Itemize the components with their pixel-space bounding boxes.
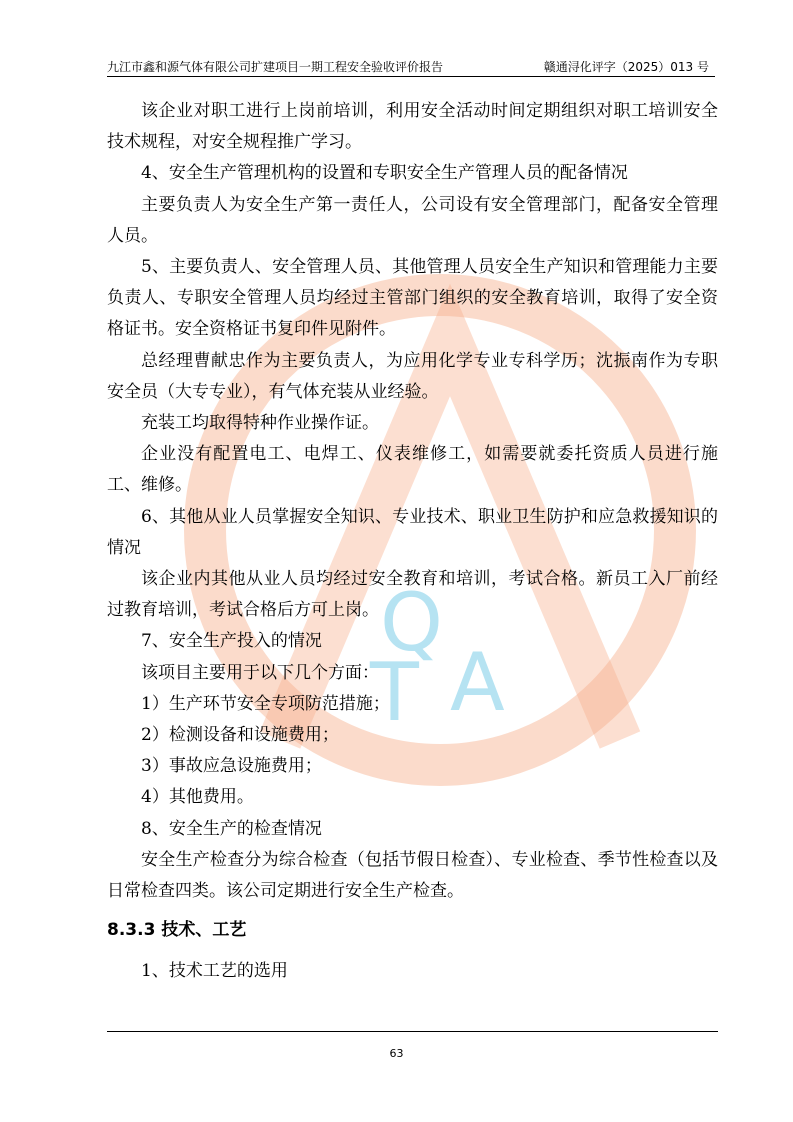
paragraph: 7、安全生产投入的情况	[141, 631, 322, 652]
paragraph: 该项目主要用于以下几个方面：	[141, 662, 379, 683]
paragraph: 充装工均取得特种作业操作证。	[141, 413, 379, 434]
paragraph: 总经理曹献忠作为主要负责人，为应用化学专业专科学历；沈振南作为专职安全员（大专专业），有气体充装从业经验。	[107, 350, 718, 402]
page-number: 63	[389, 1047, 404, 1060]
header-report-number: 赣通浔化评字（2025）013 号	[543, 60, 709, 74]
watermark-letter-t: T	[370, 646, 419, 739]
paragraph: 4、安全生产管理机构的设置和专职安全生产管理人员的配备情况	[141, 163, 628, 184]
footer-divider	[107, 1031, 718, 1032]
paragraph: 5、主要负责人、安全管理人员、其他管理人员安全生产知识和管理能力主要负责人、专职安全管理人员均经过主管部门组织的安全教育培训，取得了安全资格证书。安全资格证书复印件见附件。	[107, 257, 718, 340]
watermark-letter-a: A	[450, 636, 505, 729]
paragraph: 该企业内其他从业人员均经过安全教育和培训，考试合格。新员工入厂前经过教育培训，考试合格后方可上岗。	[107, 569, 718, 621]
header-report-title: 九江市鑫和源气体有限公司扩建项目一期工程安全验收评价报告	[107, 60, 444, 74]
paragraph: 主要负责人为安全生产第一责任人，公司设有安全管理部门，配备安全管理人员。	[107, 194, 718, 246]
document-body	[107, 96, 718, 987]
paragraph: 1、技术工艺的选用	[141, 961, 288, 982]
paragraph: 该企业对职工进行上岗前培训，利用安全活动时间定期组织对职工培训安全技术规程，对安全规程推广学习。	[107, 101, 718, 153]
paragraph: 6、其他从业人员掌握安全知识、专业技术、职业卫生防护和应急救援知识的情况	[107, 506, 718, 558]
paragraph: 8、安全生产的检查情况	[141, 818, 322, 839]
list-item: 1）生产环节安全专项防范措施；	[141, 693, 390, 714]
paragraph: 企业没有配置电工、电焊工、仪表维修工，如需要就委托资质人员进行施工、维修。	[107, 444, 718, 496]
watermark-letter-q: Q	[380, 576, 443, 669]
page-header	[107, 58, 715, 77]
paragraph: 安全生产检查分为综合检查（包括节假日检查）、专业检查、季节性检查以及日常检查四类。该公司定期进行安全生产检查。	[107, 849, 718, 902]
list-item: 2）检测设备和设施费用；	[141, 725, 339, 746]
list-item: 4）其他费用。	[141, 787, 254, 808]
list-item: 3）事故应急设施费用；	[141, 756, 322, 777]
section-heading: 8.3.3 技术、工艺	[107, 920, 247, 941]
